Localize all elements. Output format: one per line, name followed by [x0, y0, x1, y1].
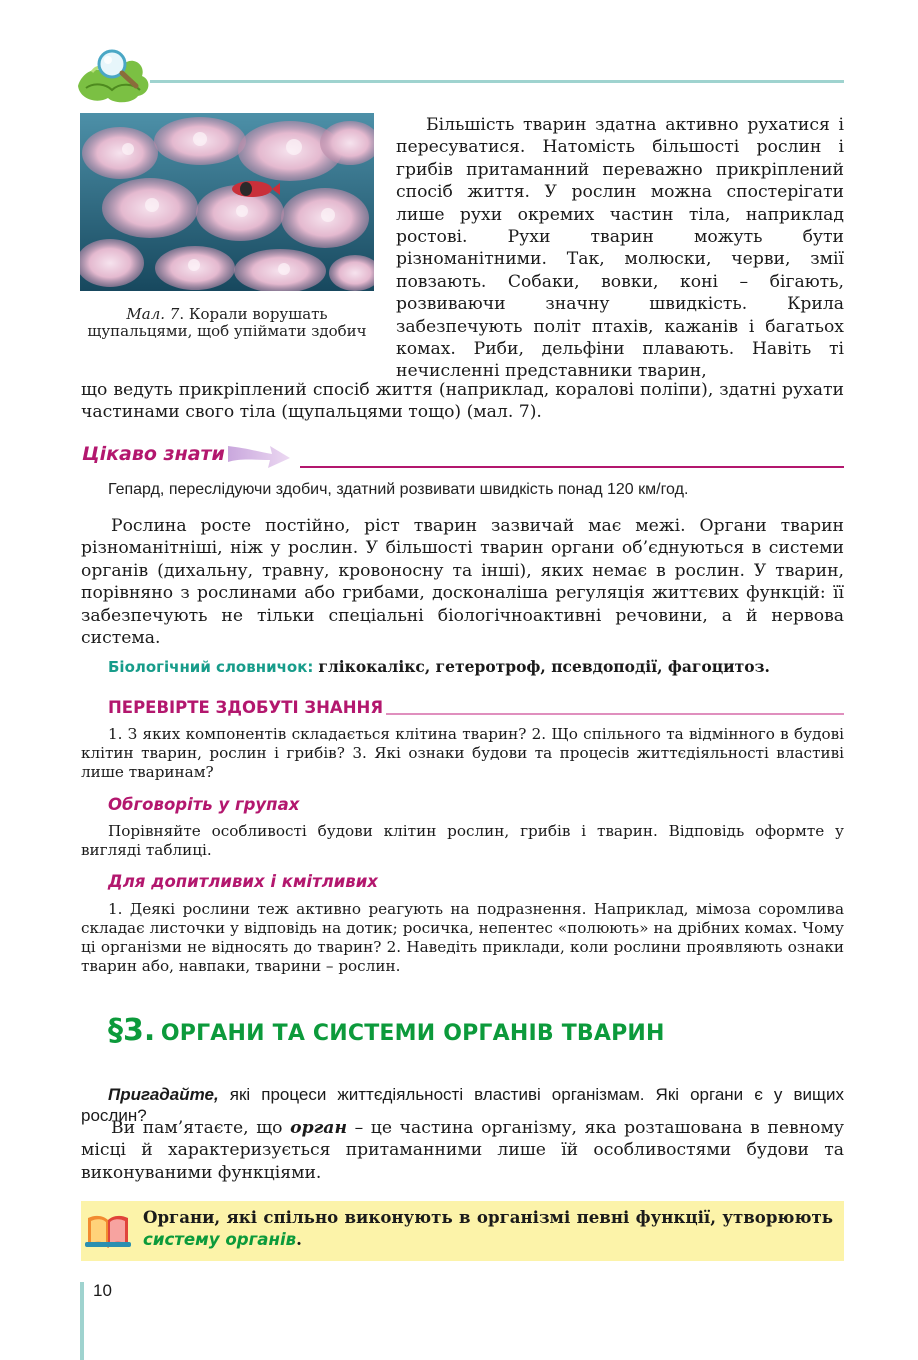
recall-lead: Пригадайте,: [108, 1085, 219, 1104]
magnifier-leaf-logo: [72, 42, 154, 106]
intro-paragraph-right: Більшість тварин здатна активно рухатися і пересуватися. Натомість більшості рослин і грибів притаманний переважно прикріплений спосіб життя. У рослин можна спостерігати лише рухи окремих частин тіла, наприклад ростові. Рухи тварин можуть бути різноманітними. Так, молюски, черви, змії повзають. Собаки, вовки, коні – бігають, розвиваючи значну швидкість. Крила забезпечують політ птахів, кажанів і багатьох комах. Риби, дельфіни плавають. Навіть ті нечисленні представники тварин,: [396, 115, 844, 382]
fact-heading: Цікаво знати: [82, 443, 225, 465]
curious-heading: Для допитливих і кмітливих: [108, 872, 378, 891]
recall-text: які процеси життєдіяльності властиві організмам. Які органи є у вищих рослин?: [81, 1085, 844, 1125]
glossary: [108, 657, 844, 677]
check-questions: 1. З яких компонентів складається клітина тварин? 2. Що спільного та відмінного в будові клітин тварин, рослин і грибів? 3. Які ознаки будови та процесів життєдіяльності властиві лише тваринам?: [81, 725, 844, 781]
chapter-title: ОРГАНИ ТА СИСТЕМИ ОРГАНІВ ТВАРИН: [160, 1021, 665, 1046]
body-paragraph-organ-definition: [81, 1117, 844, 1184]
curious-task: 1. Деякі рослини теж активно реагують на подразнення. Наприклад, мімоза соромлива складає листочки у відповідь на дотик; росичка, непентес «полюють» на дрібних комах. Чому ці організми не відносять до тварин? 2. Наведіть приклади, коли рослини проявляють ознаки тварин або, навпаки, тварини – рослин.: [81, 900, 844, 975]
definition-text: [143, 1206, 833, 1251]
discuss-task: Порівняйте особливості будови клітин рослин, грибів і тварин. Відповідь оформте у вигляді таблиці.: [81, 822, 844, 859]
glossary-terms: глікокалікс, гетеротроф, псевдоподії, фагоцитоз.: [318, 657, 770, 676]
para3-after: – це частина організму, яка розташована в певному місці й характеризується притаманними лише їй особливостями будови та виконуваними функціями.: [81, 1118, 844, 1183]
figure-caption-text: . Корали ворушать щупальцями, щоб упіймати здобич: [87, 305, 367, 340]
check-rule: [386, 713, 844, 715]
para3-before: Ви пам’ятаєте, що: [111, 1118, 291, 1138]
definition-after: .: [296, 1229, 302, 1249]
check-heading: ПЕРЕВІРТЕ ЗДОБУТІ ЗНАННЯ: [108, 698, 384, 717]
discuss-heading: Обговоріть у групах: [108, 795, 300, 814]
footer-bar: [80, 1282, 84, 1360]
term-organ: орган: [290, 1118, 347, 1138]
intro-paragraph-continued: що ведуть прикріплений спосіб життя (наприклад, коралові поліпи), здатні рухати частинами свого тіла (щупальцями тощо) (мал. 7).: [81, 380, 844, 423]
fact-text: Гепард, переслідуючи здобич, здатний розвивати швидкість понад 120 км/год.: [108, 481, 689, 498]
glossary-label: Біологічний словничок:: [108, 658, 314, 676]
body-paragraph-organs: Рослина росте постійно, ріст тварин зазвичай має межі. Органи тварин різноманітніші, ніж у рослин. У більшості тварин органи об’єднуються в системи органів (дихальну, травну, кровоносну та інші), яких немає в рослин. У тварин, порівняно з рослинами або грибами, досконаліша регуляція життєвих функцій: її забезпечують не тільки спеціальні біологічноактивні речовини, а й нервова система.: [81, 516, 844, 649]
coral-photo: [80, 113, 374, 291]
figure-label: Мал. 7: [126, 305, 180, 323]
page-number: 10: [93, 1281, 112, 1300]
fact-rule: [300, 466, 844, 468]
arrow-icon: [226, 440, 292, 470]
term-organ-system: систему органів: [143, 1230, 297, 1249]
header-rule: [150, 80, 844, 83]
chapter-number: §3.: [108, 1013, 156, 1048]
definition-before: Органи, які спільно виконують в організмі певні функції, утворюють: [143, 1207, 833, 1227]
figure-caption: [80, 306, 374, 340]
chapter-heading: [108, 1013, 665, 1048]
book-icon: [84, 1208, 132, 1252]
